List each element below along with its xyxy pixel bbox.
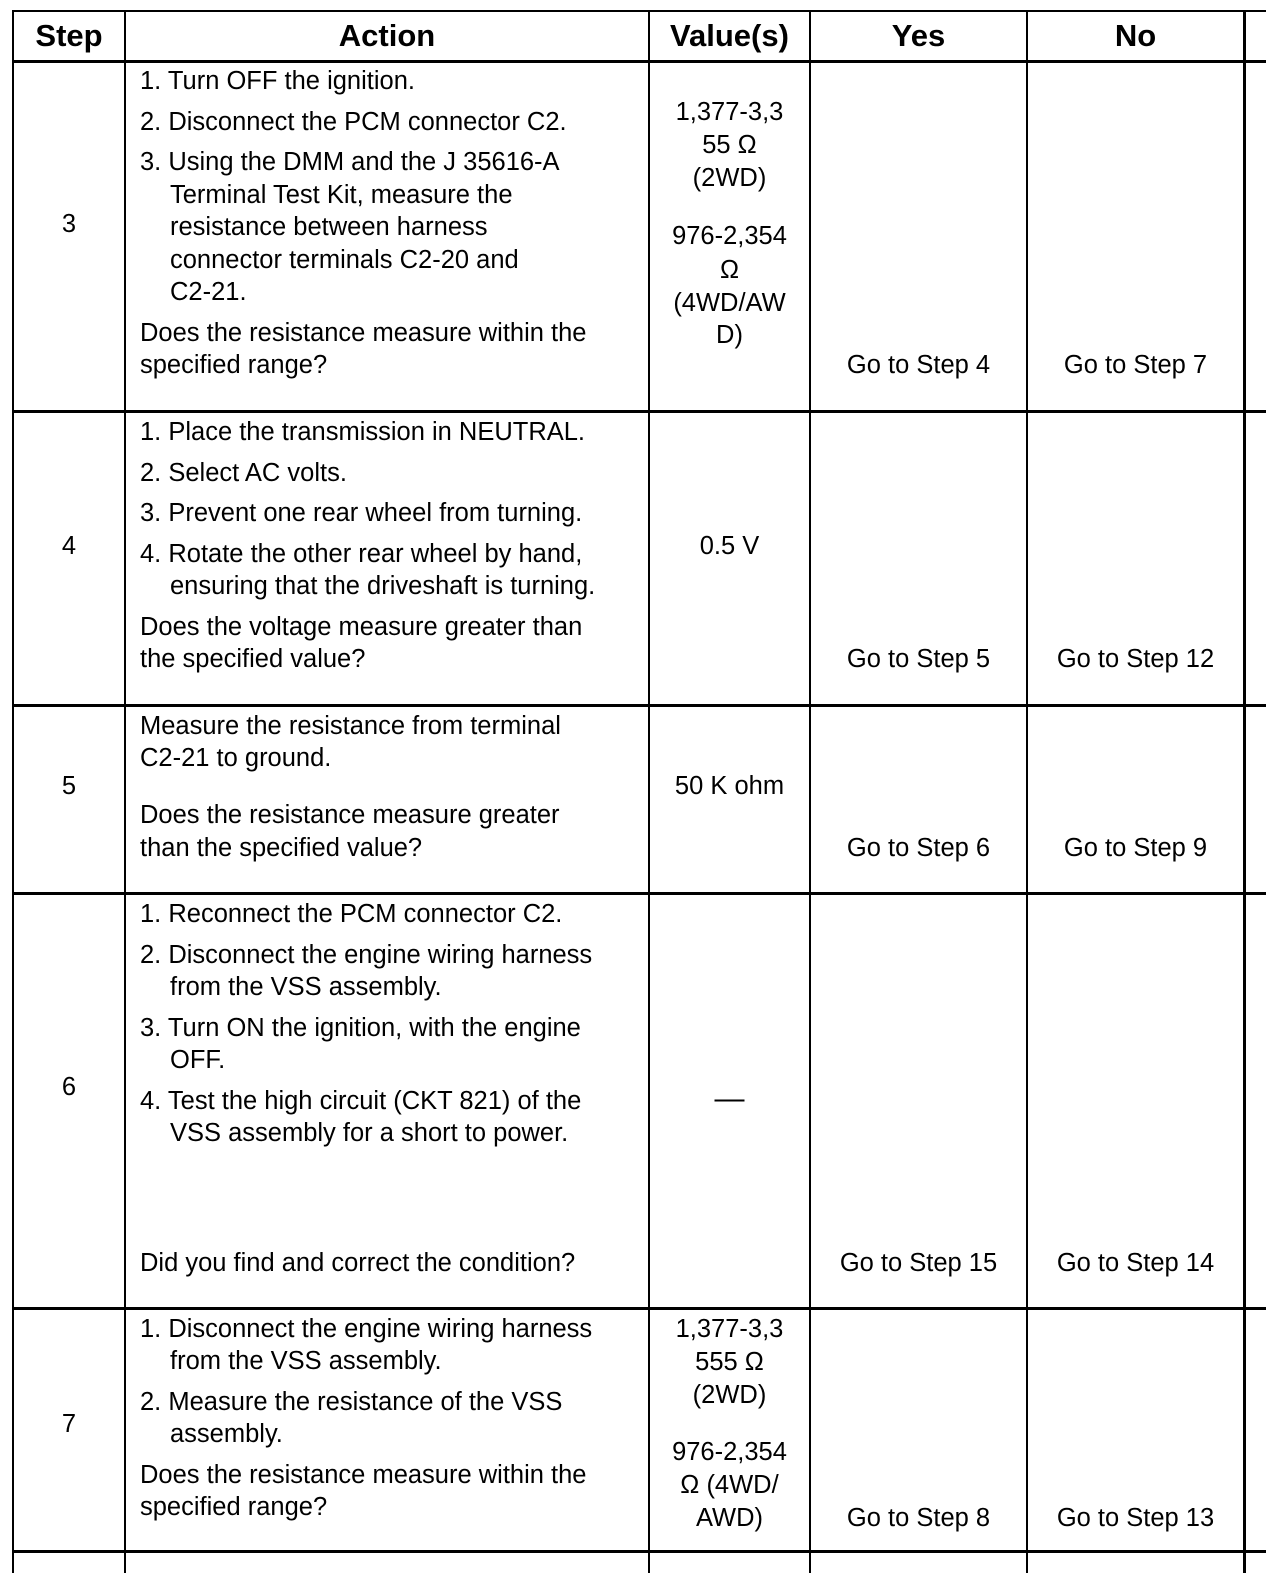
header-row bbox=[12, 12, 1266, 60]
value-line: — bbox=[714, 1082, 745, 1115]
action-line: assembly. bbox=[170, 1420, 283, 1448]
no-link[interactable]: Go to Step 12 bbox=[1056, 645, 1215, 673]
action-line: 4. Test the high circuit (CKT 821) of the bbox=[140, 1087, 582, 1115]
value-line: 976-2,354 bbox=[672, 222, 787, 250]
action-question: specified range? bbox=[140, 351, 328, 379]
value-line: 555 Ω bbox=[695, 1348, 764, 1376]
action-line: 2. Select AC volts. bbox=[140, 459, 347, 487]
header-no: No bbox=[1114, 18, 1157, 53]
action-line: 1. Disconnect the engine wiring harness bbox=[140, 1315, 593, 1343]
action-line: Measure the resistance from terminal bbox=[140, 712, 561, 740]
step-number: 6 bbox=[61, 1073, 77, 1101]
yes-link[interactable]: Go to Step 15 bbox=[839, 1249, 998, 1277]
header-values: Value(s) bbox=[670, 18, 789, 53]
header-action: Action bbox=[338, 18, 436, 53]
value-line: AWD) bbox=[695, 1504, 764, 1532]
yes-link[interactable]: Go to Step 8 bbox=[846, 1504, 991, 1532]
value-line: (2WD) bbox=[692, 1381, 767, 1409]
action-line: 3. Prevent one rear wheel from turning. bbox=[140, 499, 583, 527]
action-line: 1. Turn OFF the ignition. bbox=[140, 67, 415, 95]
no-link[interactable]: Go to Step 9 bbox=[1063, 834, 1208, 862]
value-line: 0.5 V bbox=[699, 532, 760, 560]
action-line: from the VSS assembly. bbox=[170, 1347, 442, 1375]
value-line: D) bbox=[716, 321, 743, 349]
action-question: specified range? bbox=[140, 1493, 328, 1521]
value-line: 1,377-3,3 bbox=[675, 98, 784, 126]
action-line: 3. Using the DMM and the J 35616-A bbox=[140, 148, 560, 176]
action-line: 1. Reconnect the PCM connector C2. bbox=[140, 900, 563, 928]
yes-link[interactable]: Go to Step 5 bbox=[846, 645, 991, 673]
action-line: resistance between harness bbox=[170, 213, 488, 241]
value-line: 50 K ohm bbox=[674, 772, 785, 800]
action-question: Does the resistance measure greater bbox=[140, 801, 560, 829]
table-row bbox=[12, 63, 1266, 410]
table-row bbox=[12, 895, 1266, 1307]
value-line: Ω bbox=[719, 256, 740, 284]
step-number: 5 bbox=[61, 772, 77, 800]
action-question: than the specified value? bbox=[140, 834, 423, 862]
action-question: Does the resistance measure within the bbox=[140, 319, 587, 347]
action-line: C2-21 to ground. bbox=[140, 744, 332, 772]
value-line: (4WD/AW bbox=[673, 289, 786, 317]
yes-link[interactable]: Go to Step 6 bbox=[846, 834, 991, 862]
action-line: OFF. bbox=[170, 1046, 226, 1074]
value-line: 1,377-3,3 bbox=[675, 1315, 784, 1343]
header-yes: Yes bbox=[891, 18, 946, 53]
table-row bbox=[12, 1310, 1266, 1550]
action-question: Does the resistance measure within the bbox=[140, 1461, 587, 1489]
action-line: C2-21. bbox=[170, 278, 247, 306]
no-link[interactable]: Go to Step 14 bbox=[1056, 1249, 1215, 1277]
action-line: 1. Place the transmission in NEUTRAL. bbox=[140, 418, 586, 446]
action-question: Did you find and correct the condition? bbox=[140, 1249, 576, 1277]
table-row bbox=[12, 707, 1266, 892]
header-step: Step bbox=[35, 18, 103, 53]
step-number: 3 bbox=[61, 210, 77, 238]
table-border-bottom bbox=[12, 1550, 1266, 1553]
no-link[interactable]: Go to Step 13 bbox=[1056, 1504, 1215, 1532]
value-line: (2WD) bbox=[692, 164, 767, 192]
action-line: 3. Turn ON the ignition, with the engine bbox=[140, 1014, 581, 1042]
yes-link[interactable]: Go to Step 4 bbox=[846, 351, 991, 379]
action-line: 2. Disconnect the PCM connector C2. bbox=[140, 108, 567, 136]
action-line: VSS assembly for a short to power. bbox=[170, 1119, 569, 1147]
value-line: 976-2,354 bbox=[672, 1438, 787, 1466]
action-line: 4. Rotate the other rear wheel by hand, bbox=[140, 540, 583, 568]
step-number: 7 bbox=[61, 1410, 77, 1438]
step-number: 4 bbox=[61, 532, 77, 560]
action-line: from the VSS assembly. bbox=[170, 973, 442, 1001]
action-line: 2. Disconnect the engine wiring harness bbox=[140, 941, 593, 969]
action-question: the specified value? bbox=[140, 645, 366, 673]
action-line: Terminal Test Kit, measure the bbox=[170, 181, 513, 209]
table-row bbox=[12, 413, 1266, 704]
action-line: 2. Measure the resistance of the VSS bbox=[140, 1388, 563, 1416]
diagnostic-table bbox=[12, 10, 1266, 1573]
value-line: 55 Ω bbox=[702, 131, 757, 159]
value-line: Ω (4WD/ bbox=[680, 1471, 779, 1499]
action-line: ensuring that the driveshaft is turning. bbox=[170, 572, 596, 600]
no-link[interactable]: Go to Step 7 bbox=[1063, 351, 1208, 379]
action-line: connector terminals C2-20 and bbox=[170, 246, 519, 274]
action-question: Does the voltage measure greater than bbox=[140, 613, 583, 641]
